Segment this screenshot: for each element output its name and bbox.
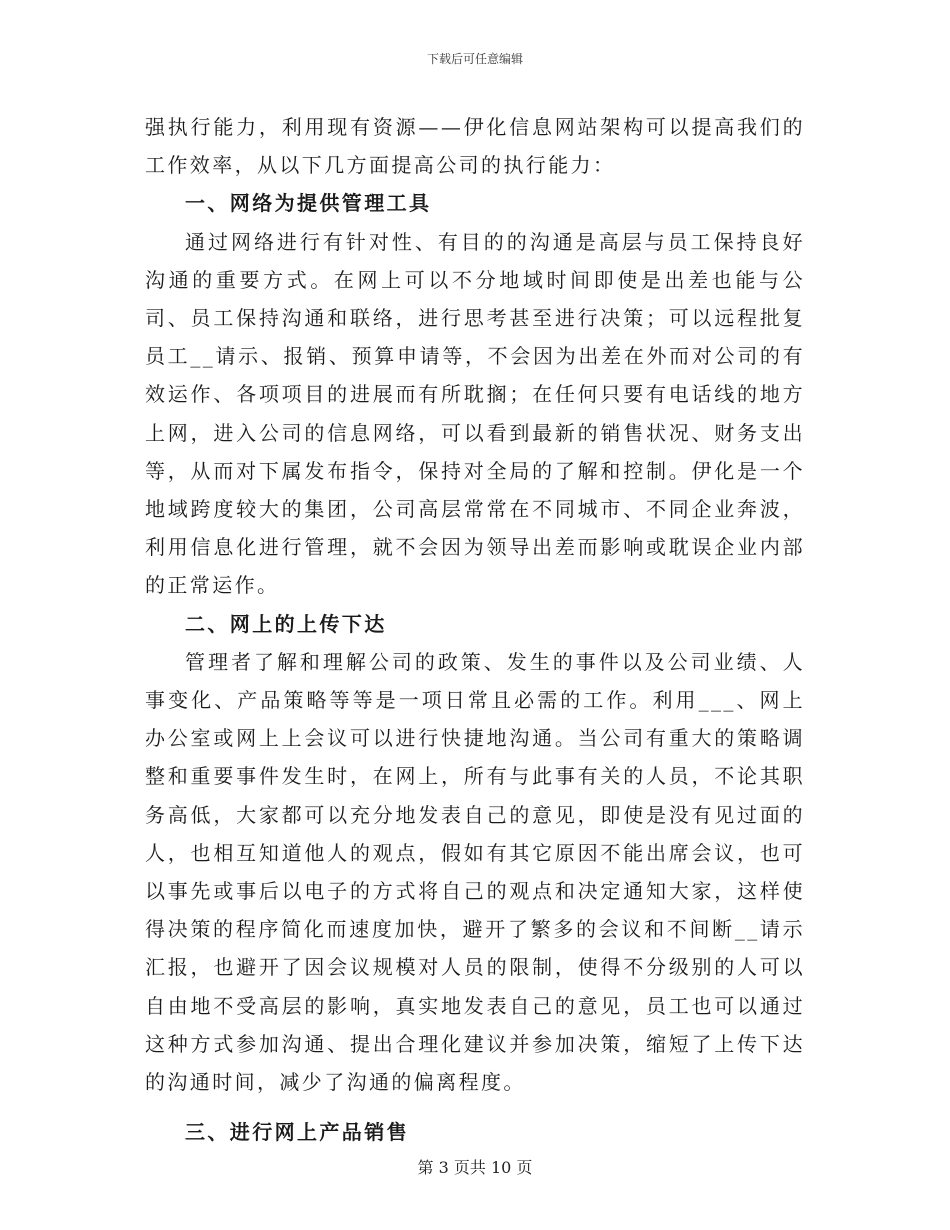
section-2-paragraph: 管理者了解和理解公司的政策、发生的事件以及公司业绩、人事变化、产品策略等等是一项日常且必需的工作。利用___、网上办公室或网上上会议可以进行快捷地沟通。当公司有重大的策略调整和重要事件发生时，在网上，所有与此事有关的人员，不论其职务高低，大家都可以充分地发表自己的意见，即使是没有见过面的人，也相互知道他人的观点，假如有其它原因不能出席会议，也可以事先或事后以电子的方式将自己的观点和决定通知大家，这样使得决策的程序简化而速度加快，避开了繁多的会议和不间断__请示汇报，也避开了因会议规模对人员的限制，使得不分级别的人可以自由地不受高层的影响，真实地发表自己的意见，员工也可以通过这种方式参加沟通、提出合理化建议并参加决策，缩短了上传下达的沟通时间，减少了沟通的偏离程度。 <box>145 649 805 1095</box>
section-1-paragraph: 通过网络进行有针对性、有目的的沟通是高层与员工保持良好沟通的重要方式。在网上可以不分地域时间即使是出差也能与公司、员工保持沟通和联络，进行思考甚至进行决策；可以远程批复员工__请示、报销、预算申请等，不会因为出差在外而对公司的有效运作、各项项目的进展而有所耽搁；在任何只要有电话线的地方上网，进入公司的信息网络，可以看到最新的销售状况、财务支出等，从而对下属发布指令，保持对全局的了解和控制。伊化是一个地域跨度较大的集团，公司高层常常在不同城市、不同企业奔波，利用信息化进行管理，就不会因为领导出差而影响或耽误企业内部的正常运作。 <box>145 229 805 598</box>
section-3-heading: 三、进行网上产品销售 <box>185 1120 409 1145</box>
section-2-heading: 二、网上的上传下达 <box>185 611 387 636</box>
document-body <box>145 108 805 1151</box>
intro-paragraph: 强执行能力，利用现有资源——伊化信息网站架构可以提高我们的工作效率，从以下几方面提高公司的执行能力： <box>145 115 805 178</box>
page-footer: 第 3 页共 10 页 <box>417 1158 533 1177</box>
section-1-heading: 一、网络为提供管理工具 <box>185 191 432 216</box>
page-header: 下载后可任意编辑 <box>426 52 523 66</box>
